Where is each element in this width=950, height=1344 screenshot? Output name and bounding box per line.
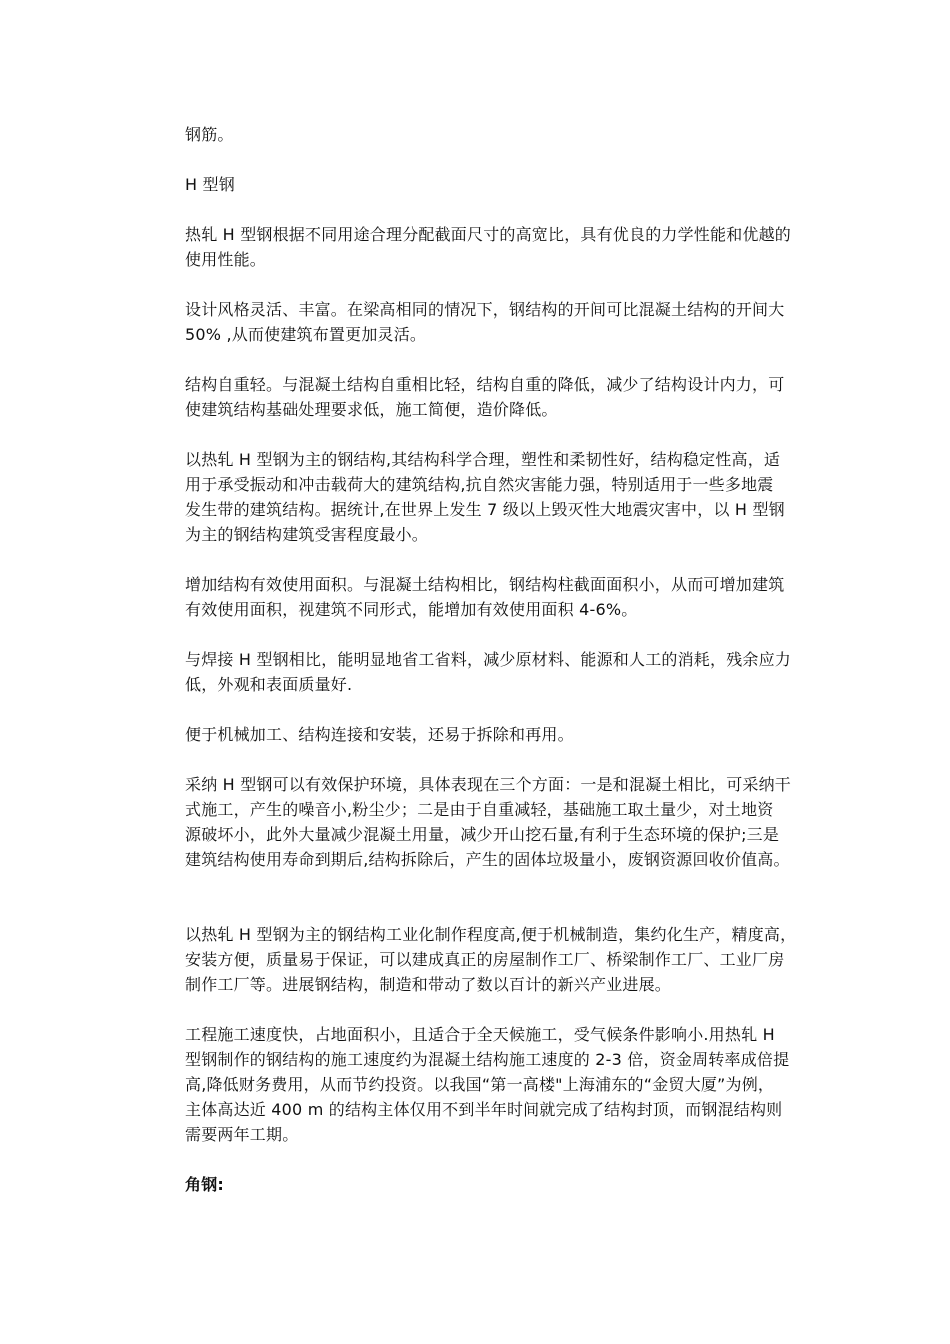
paragraph-light-weight: 结构自重轻。与混凝土结构自重相比轻，结构自重的降低，减少了结构设计内力，可 使建筑结构基础处理要求低，施工简便，造价降低。 (185, 375, 785, 419)
paragraph-environment: 采纳 H 型钢可以有效保护环境，具体表现在三个方面：一是和混凝土相比，可采纳干 式施工，产生的噪音小,粉尘少；二是由于自重减轻，基础施工取土量少，对土地资 源破坏小，此外大量减少混凝土用量，减少开山挖石量,有利于生态环境的保护;三是 建筑结构使用寿命到期后,结构拆除后，产生的固体垃圾量小，废钢资源回收价值高。 (185, 775, 792, 869)
heading-h-beam: H 型钢 (185, 175, 235, 194)
paragraph-vs-welded: 与焊接 H 型钢相比，能明显地省工省料，减少原材料、能源和人工的消耗，残余应力 低，外观和表面质量好. (185, 650, 792, 694)
paragraph-industrialization: 以热轧 H 型钢为主的钢结构工业化制作程度高,便于机械制造，集约化生产，精度高， 安装方便，质量易于保证，可以建成真正的房屋制作工厂、桥梁制作工厂、工业厂房 制作工厂等。进展钢结构，制造和带动了数以百计的新兴产业进展。 (185, 925, 797, 994)
paragraph-machining: 便于机械加工、结构连接和安装，还易于拆除和再用。 (185, 725, 574, 744)
heading-angle-steel: 角钢: (185, 1175, 224, 1194)
paragraph-construction-speed: 工程施工速度快，占地面积小，且适合于全天候施工，受气候条件影响小.用热轧 H 型钢制作的钢结构的施工速度约为混凝土结构施工速度的 2-3 倍，资金周转率成倍提 高,降低财务费用，从而节约投资。以我国“第一高楼"上海浦东的“金贸大厦”为例， 主体高达近 400 m 的结构主体仅用不到半年时间就完成了结构封顶，而钢混结构则 需要两年工期。 (185, 1025, 790, 1144)
paragraph-design-style: 设计风格灵活、丰富。在梁高相同的情况下，钢结构的开间可比混凝土结构的开间大 50% ,从而使建筑布置更加灵活。 (185, 300, 785, 344)
paragraph-usable-area: 增加结构有效使用面积。与混凝土结构相比，钢结构柱截面面积小，从而可增加建筑 有效使用面积，视建筑不同形式，能增加有效使用面积 4-6%。 (185, 575, 785, 619)
paragraph-rebar-end: 钢筋。 (185, 125, 234, 144)
paragraph-h-beam-intro: 热轧 H 型钢根据不同用途合理分配截面尺寸的高宽比，具有优良的力学性能和优越的 使用性能。 (185, 225, 792, 269)
paragraph-seismic: 以热轧 H 型钢为主的钢结构,其结构科学合理，塑性和柔韧性好，结构稳定性高，适 用于承受振动和冲击载荷大的建筑结构,抗自然灾害能力强，特别适用于一些多地震 发生带的建筑结构。据统计,在世界上发生 7 级以上毁灭性大地震灾害中，以 H 型钢 为主的钢结构建筑受害程度最小。 (185, 450, 785, 544)
document-body (185, 122, 825, 1197)
